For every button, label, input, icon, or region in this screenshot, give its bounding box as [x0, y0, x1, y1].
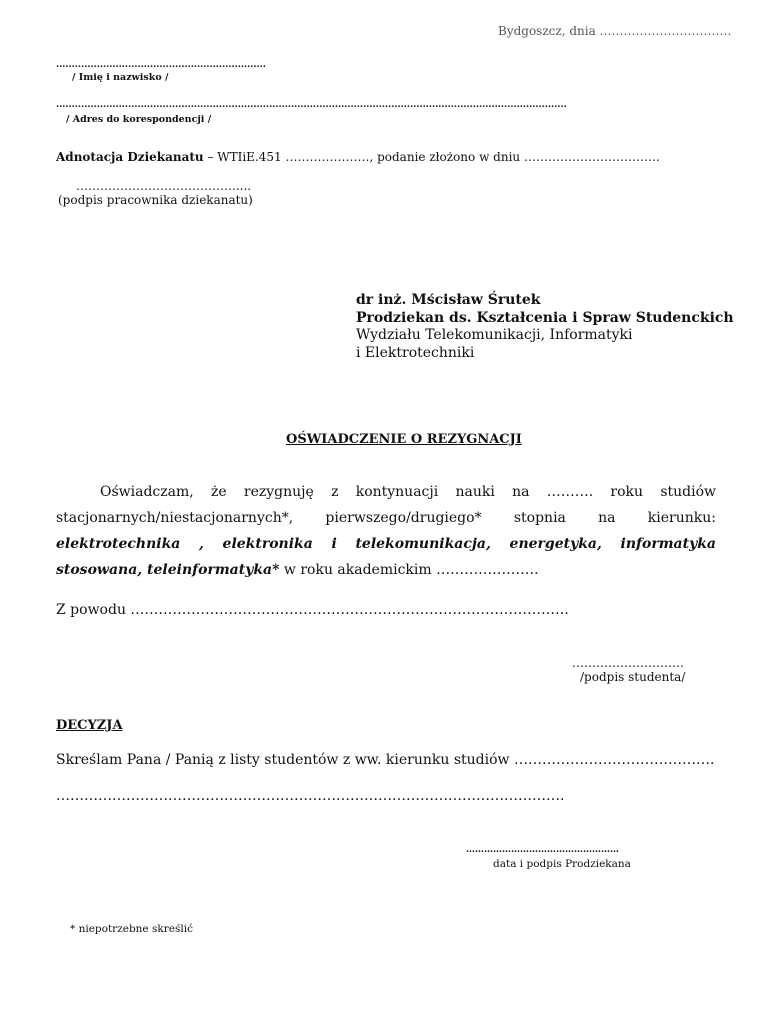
- student-sign-label: /podpis studenta/: [580, 670, 686, 684]
- declaration-body: [56, 479, 716, 583]
- declaration-part2: w roku akademickim ………………….: [279, 562, 539, 578]
- dean-sign-label: data i podpis Prodziekana: [493, 858, 631, 870]
- address-dots: ...................................................................................................................................................................: [56, 100, 567, 110]
- name-dots: ...................................................................: [56, 60, 266, 70]
- annotation-sign-dots: ………………………………….....: [76, 179, 252, 193]
- annotation-sign-label: (podpis pracownika dziekanatu): [58, 193, 253, 207]
- document-title: OŚWIADCZENIE O REZYGNACJI: [286, 432, 522, 447]
- dean-sign-dots: ……………………………………………: [466, 845, 619, 855]
- address-label: / Adres do korespondencji /: [66, 114, 212, 125]
- decision-line2: ……………………………………………………………………………………………….: [56, 788, 565, 804]
- student-sign-dots: ……………………….: [572, 656, 684, 670]
- footnote: * niepotrzebne skreślić: [70, 923, 193, 935]
- decision-line1: Skreślam Pana / Panią z listy studentów z ww. kierunku studiów …………………………………….: [56, 752, 715, 768]
- decision-heading: DECYZJA: [56, 718, 123, 733]
- place-date: Bydgoszcz, dnia ……………………………: [498, 24, 732, 38]
- recipient-faculty-2: i Elektrotechniki: [356, 345, 475, 361]
- recipient-faculty: Wydziału Telekomunikacji, Informatyki: [356, 327, 633, 343]
- declaration-fields: elektrotechnika , elektronika i telekomunikacja, energetyka, informatyka stosowana, teleinformatyka*: [56, 536, 716, 578]
- name-label: / Imię i nazwisko /: [72, 72, 169, 83]
- recipient-title: Prodziekan ds. Kształcenia i Spraw Studenckich: [356, 310, 734, 326]
- recipient-name: dr inż. Mścisław Śrutek: [356, 292, 541, 308]
- reason-line: Z powodu ………………………………………………………………………………….: [56, 602, 569, 618]
- annotation-line: [56, 150, 660, 164]
- declaration-part1: Oświadczam, że rezygnuję z kontynuacji nauki na ………. roku studiów stacjonarnych/niestacjonarnych*, pierwszego/drugiego* stopnia na kierunku:: [56, 484, 716, 526]
- annotation-rest: – WTIiE.451 …………………, podanie złożono w dniu …………………………….: [203, 150, 660, 164]
- annotation-label: Adnotacja Dziekanatu: [56, 150, 204, 164]
